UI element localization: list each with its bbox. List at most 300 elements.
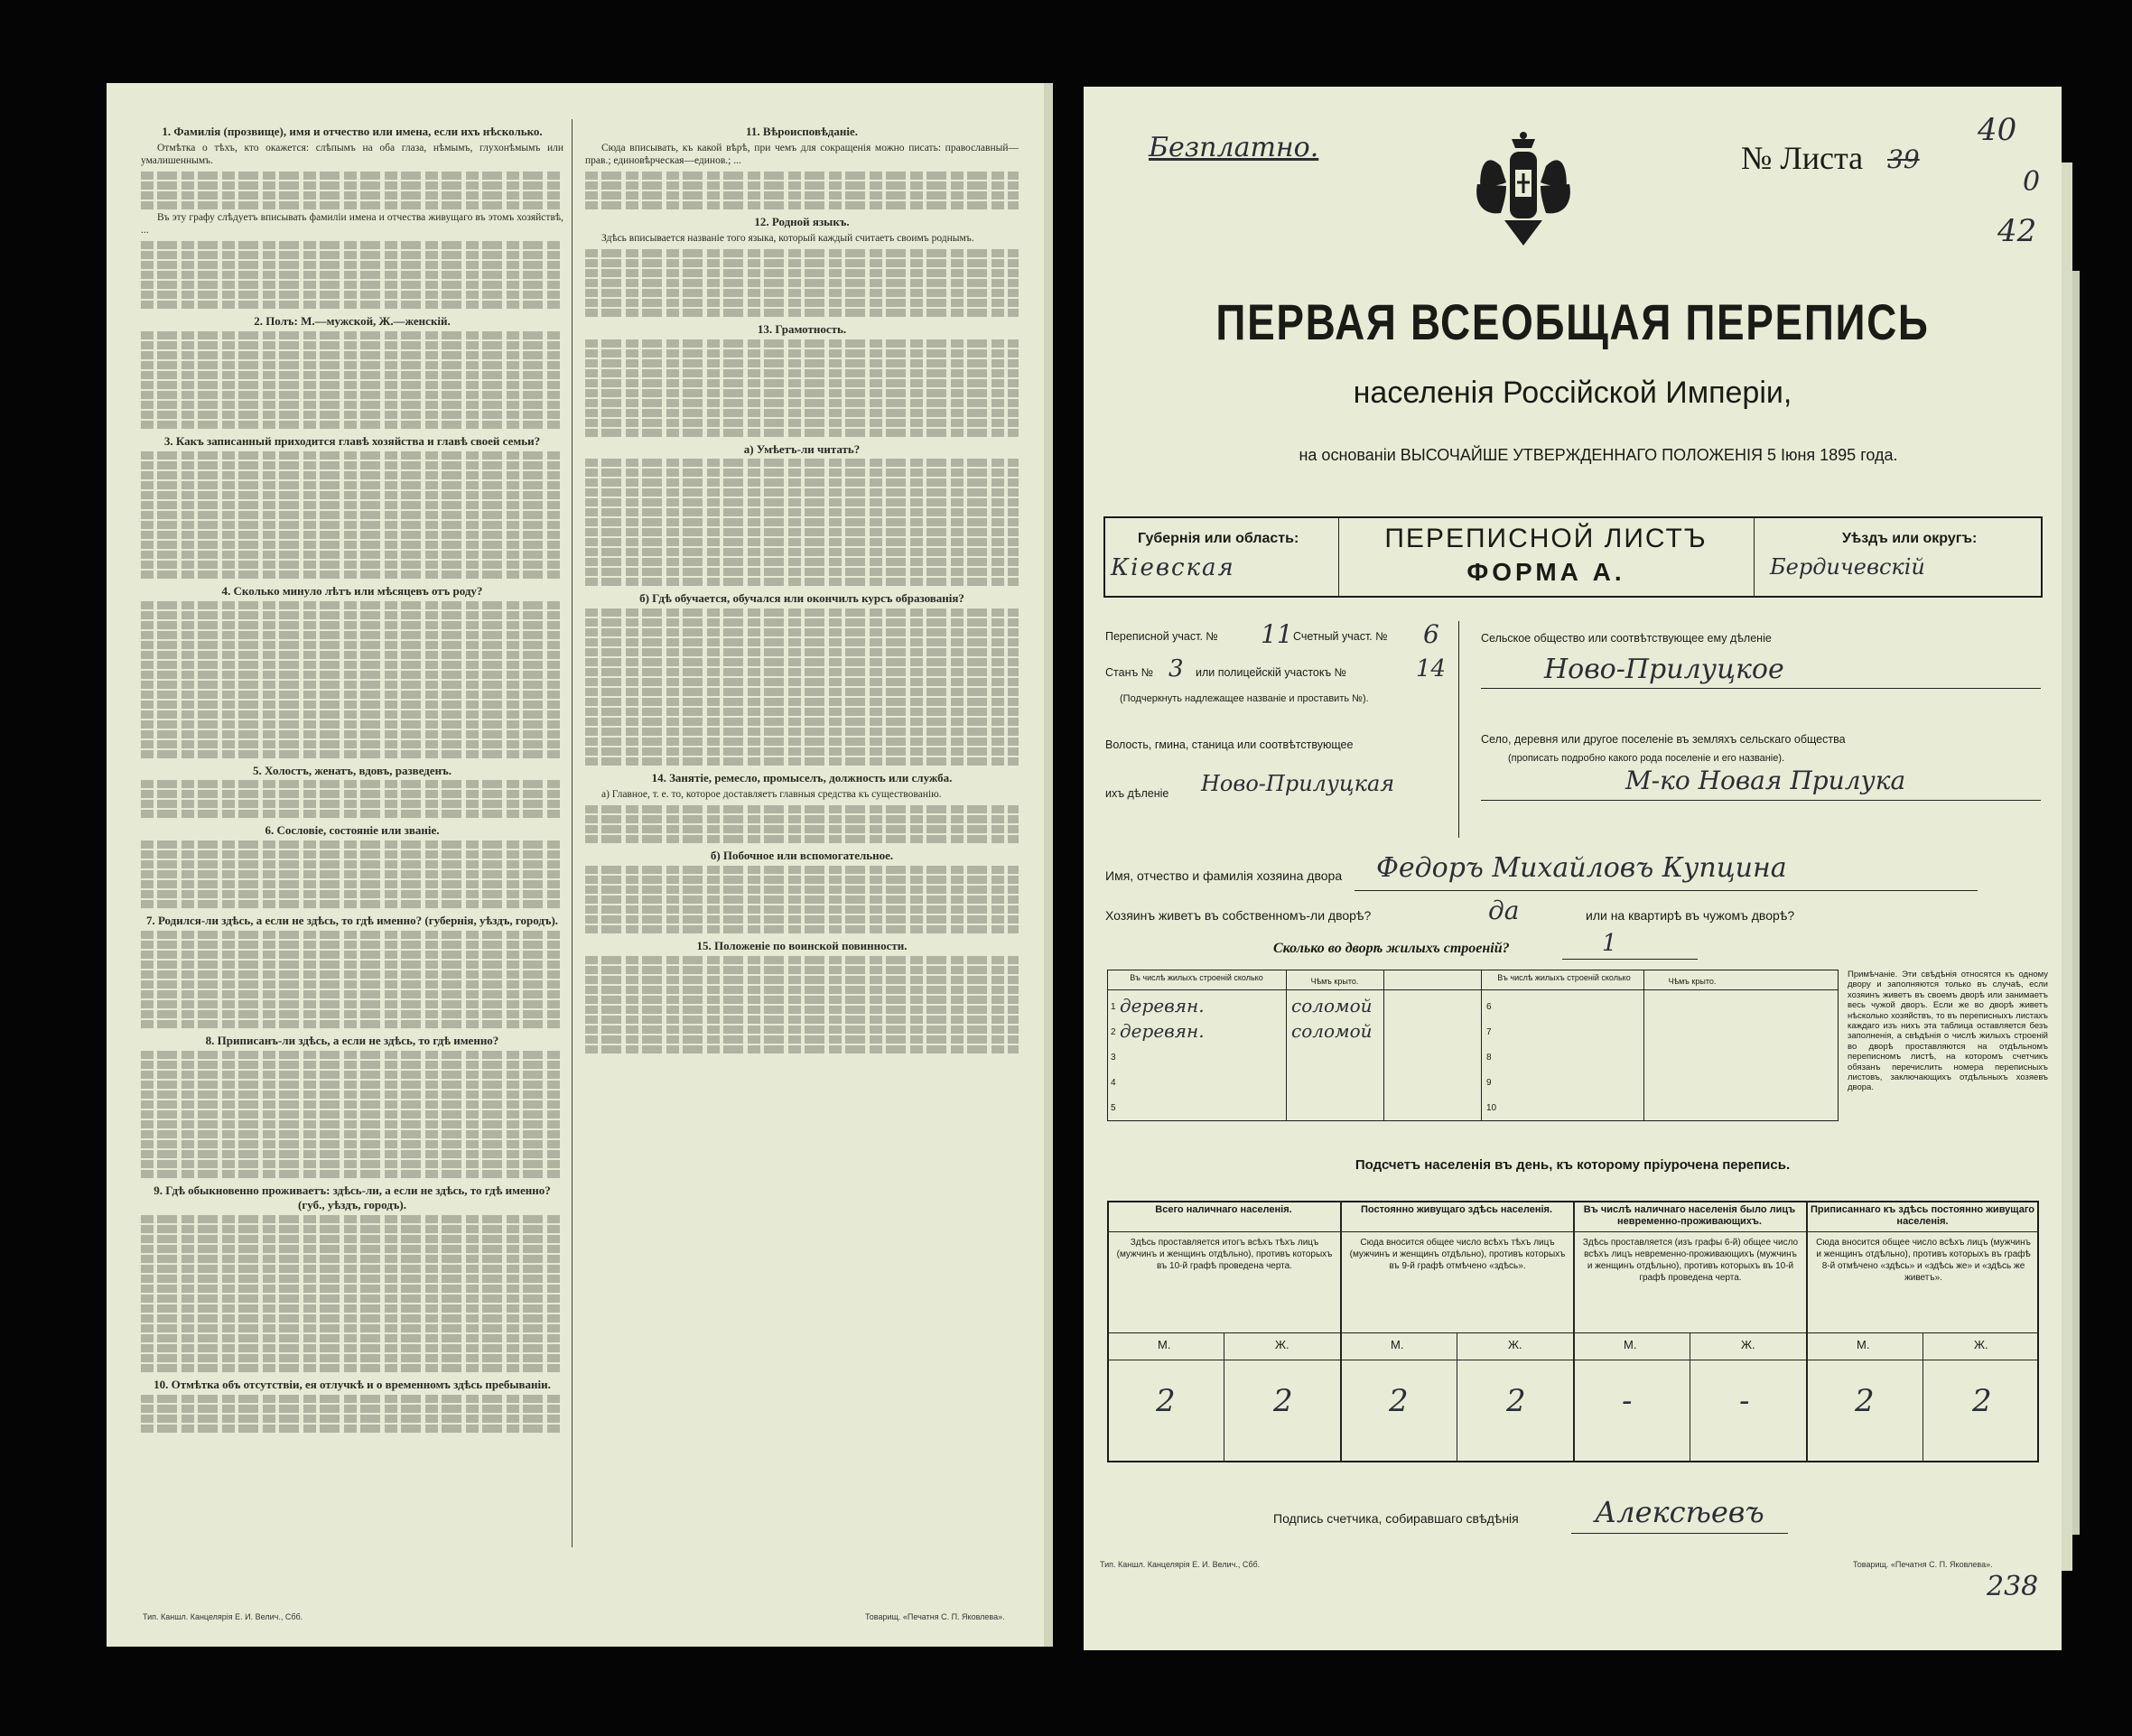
instruction-text-line [585,925,1019,933]
instruction-text-line [585,648,1019,656]
tally-sex-male: М. [1158,1338,1171,1351]
divider [1383,970,1384,1121]
instruction-text-line [585,259,1019,267]
instruction-text-line [141,401,563,409]
tally-value: 2 [1389,1383,1409,1419]
instruction-text-line [585,429,1019,437]
buildings-note: Примѣчаніе. Эти свѣдѣнія относятся къ одному двору и заполняются только въ случаѣ, если хозяинъ живетъ въ своемъ дворѣ или занимаетъ весь чужой дворъ. Если же во дворѣ живетъ нѣсколько хозяйствъ, то въ переписныхъ листахъ каждаго изъ нихъ эта таблица оставляется безъ заполненія, а свѣдѣнія о числѣ жилыхъ строеній во дворѣ проставляются на отдѣльномъ переписномъ листѣ, на которомъ счетчикъ обязанъ перечислить номера переписныхъ листовъ, заключающихъ отдѣльныхъ хозяевъ двора. [1848,970,2048,1093]
instruction-text-line [141,361,563,369]
instruction-text-line [585,578,1019,586]
instruction-text-line [585,558,1019,566]
instruction-text-line [141,341,563,349]
underline [1562,959,1698,960]
instruction-text-line [141,980,563,989]
instruction-text-line [141,611,563,619]
instruction-text-line [141,561,563,569]
instruction-text-line [141,701,563,709]
instruction-text-line [141,1364,563,1372]
printer-mark-right: Товарищ. «Печатня С. П. Яковлева». [1853,1560,1993,1569]
sheet-number-label: № Листа [1741,140,1864,176]
sheet-number-handwritten: 40 [1978,112,2017,148]
buildings-walls-value: деревян. [1120,1020,1205,1042]
instruction-text-line [141,850,563,859]
tally-value: - [1622,1383,1633,1419]
buildings-row-number: 8 [1486,1053,1492,1063]
instruction-text: Сюда вписывать, къ какой вѣрѣ, при чемъ для сокращенія можно писать: православный—прав.; единовѣрческая—единов.; ... [585,142,1019,166]
society-label: Сельское общество или соотвѣтствующее ему дѣленіе [1481,632,1772,645]
owner-value: Федоръ Михайловъ Купцина [1376,852,1787,884]
divider [1286,970,1287,1121]
village-note: (прописать подробно какого рода поселеніе и его названіе). [1508,753,1785,764]
underline [1571,1533,1788,1534]
instruction-text-line [141,491,563,499]
instruction-text-line [585,201,1019,209]
instruction-text-line [585,1026,1019,1034]
instruction-text-line [585,976,1019,984]
signature-value: Алексѣевъ [1595,1495,1764,1529]
instruction-text-line [141,411,563,419]
instruction-heading: 3. Какъ записанный приходится главѣ хозяйства и главѣ своей семьи? [163,433,541,448]
stan-value: 3 [1168,655,1184,682]
document-basis: на основаніи ВЫСОЧАЙШЕ УТВЕРЖДЕННАГО ПОЛОЖЕНІЯ 5 Іюня 1895 года. [1299,446,1898,464]
instruction-text-line [585,459,1019,467]
instruction-text-line [141,931,563,939]
instruction-text-line [585,1006,1019,1014]
instruction-text-line [141,1150,563,1158]
imperial-eagle-emblem [1474,130,1573,247]
buildings-table-header: Чѣмъ крыто. [1310,977,1359,986]
instruction-text-line [585,389,1019,397]
instruction-heading: 13. Грамотность. [757,321,847,336]
buildings-roof-value: соломой [1291,1020,1373,1042]
instruction-text-line [141,1130,563,1138]
instruction-text-line [585,488,1019,497]
instruction-text-line [141,961,563,969]
owner-lives-value: да [1488,896,1520,925]
instruction-text-line [141,1061,563,1069]
instruction-text-line [585,191,1019,200]
stan-note: (Подчеркнуть надлежащее названіе и проставить №). [1120,693,1369,704]
uezd-value: Бердичевскій [1770,554,1925,580]
instruction-text-line [141,521,563,529]
guberniya-value: Кіевская [1111,554,1235,581]
instruction-text-line [141,181,563,190]
owner-label: Имя, отчество и фамилія хозяина двора [1105,868,1343,883]
buildings-roof-value: соломой [1291,995,1373,1017]
instruction-text-line [141,1071,563,1079]
instruction-heading: 6. Сословіе, состояніе или званіе. [265,823,440,838]
uezd-label: Уѣздъ или округъ: [1842,531,1978,546]
signature-label: Подпись счетчика, собиравшаго свѣдѣнія [1273,1511,1519,1526]
instruction-text-line [141,1140,563,1148]
document-subtitle: населенія Россійской Имперіи, [1353,376,1792,410]
instruction-text-line [585,1016,1019,1024]
instruction-text-line [585,876,1019,884]
instruction-text: Въ эту графу слѣдуетъ вписывать фамиліи имена и отчества живущаго въ этомъ хозяйствѣ, ... [141,211,563,236]
page-edge [2072,271,2080,1535]
instruction-heading: 5. Холостъ, женатъ, вдовъ, разведенъ. [253,763,452,777]
instruction-text-line [585,966,1019,974]
buildings-row-number: 2 [1111,1027,1116,1037]
tally-header: Всего наличнаго населенія. [1155,1204,1292,1215]
instruction-text-line [141,1314,563,1323]
instruction-text-line [141,1010,563,1018]
census-district-label: Переписной участ. № [1105,630,1218,643]
instruction-text-line [141,291,563,299]
divider [1573,1201,1575,1462]
form-title: ПЕРЕПИСНОЙ ЛИСТЪ [1384,524,1708,553]
owner-lives-label: Хозяинъ живетъ въ собственномъ-ли дворѣ? [1105,908,1372,923]
printer-mark-right: Товарищ. «Печатня С. П. Яковлева». [865,1612,1005,1621]
instruction-text-line [141,501,563,509]
instruction-text-line [141,951,563,959]
margin-note: 42 [1997,213,2037,249]
instruction-text-line [141,870,563,878]
instruction-text-line [141,201,563,209]
instruction-text-line [585,698,1019,706]
tally-description: Здѣсь проставляется (изъ графы 6-й) общее число всѣхъ лицъ невременно-проживающихъ (мужчинъ и женщинъ отдѣльно), противъ которыхъ въ 10-й графѣ проведена черта. [1582,1238,1799,1283]
divider [1107,1332,2039,1333]
instruction-text-line [141,1110,563,1119]
instruction-text-line [585,668,1019,676]
column-divider [572,119,573,1547]
tally-sex-female: Ж. [1508,1338,1522,1351]
instruction-text-line [141,541,563,549]
buildings-walls-value: деревян. [1120,995,1205,1017]
instruction-text-line [141,481,563,489]
instruction-text-line [585,1045,1019,1054]
instruction-text-line [141,661,563,669]
instruction-heading: 15. Положеніе по воинской повинности. [696,939,908,953]
instruction-text-line [141,531,563,539]
instruction-text-line [585,747,1019,756]
instruction-text-line [141,461,563,469]
instruction-text-line [585,996,1019,1004]
instruction-text-line [141,1245,563,1253]
instruction-text-line [141,631,563,639]
instruction-text-line [585,708,1019,716]
instruction-heading: 12. Родной языкъ. [754,214,850,228]
instruction-text-line [585,568,1019,576]
instruction-text-line [141,941,563,949]
instruction-text-line [585,956,1019,964]
page-edge [2062,162,2072,1571]
instruction-text-line [141,641,563,649]
instruction-text-line [585,369,1019,377]
buildings-label: Сколько во дворѣ жилыхъ строеній? [1273,941,1510,956]
buildings-row-number: 7 [1486,1027,1492,1037]
instruction-text-line [141,1091,563,1099]
instruction-text-line [141,451,563,460]
instruction-text-line [585,508,1019,516]
tally-title: Подсчетъ населенія въ день, къ которому пріурочена перепись. [1355,1157,1791,1173]
instruction-text-line [141,1265,563,1273]
page-number: 238 [1987,1571,2039,1602]
stan-label: Станъ № [1105,666,1154,679]
instruction-text-line [585,1035,1019,1044]
instruction-text-line [141,251,563,259]
divider [1754,516,1755,598]
instruction-text-line [141,1255,563,1263]
instruction-text-line [141,1215,563,1223]
instruction-text-line [141,651,563,659]
printer-mark-left: Тип. Каншл. Канцелярія Е. И. Велич., Сбб. [143,1612,303,1621]
instruction-text-line [585,896,1019,904]
instruction-text-line [141,601,563,609]
printer-mark-left: Тип. Каншл. Канцелярія Е. И. Велич., Сбб. [1100,1560,1261,1569]
tally-value: - [1739,1383,1750,1419]
underline [1481,800,2041,801]
instruction-heading: 14. Занятіе, ремесло, промыселъ, должность или служба. [651,771,953,785]
instruction-text-line [141,1020,563,1028]
instruction-text-line [141,780,563,788]
buildings-row-number: 3 [1111,1053,1116,1063]
tally-sex-female: Ж. [1974,1338,1988,1351]
instruction-text-line [585,289,1019,297]
instruction-text: Отмѣтка о тѣхъ, кто окажется: слѣпымъ на оба глаза, нѣмымъ, глухонѣмымъ или умалишеннымъ. [141,142,563,166]
instruction-text-line [141,421,563,429]
instruction-text-line [585,835,1019,843]
instruction-text-line [141,1344,563,1352]
instructions-column-left [141,119,563,1574]
instruction-text-line [585,269,1019,277]
divider [1458,621,1459,838]
owner-lives-label-2: или на квартирѣ въ чужомъ дворѣ? [1586,908,1795,923]
instruction-text-line [585,249,1019,257]
instruction-text-line [141,790,563,798]
volost-label: Волость, гмина, станица или соотвѣтствующее [1105,738,1354,751]
tally-sex-male: М. [1857,1338,1870,1351]
instruction-text-line [141,691,563,699]
instruction-text-line [141,1100,563,1109]
instruction-text-line [141,890,563,898]
instruction-text-line [585,805,1019,813]
instruction-text-line [141,371,563,379]
tally-value: 2 [1156,1383,1176,1419]
instructions-column-right [585,119,1019,1574]
instruction-text-line [141,391,563,399]
instruction-text-line [585,825,1019,833]
instruction-text-line [141,970,563,979]
instruction-text-line [141,271,563,279]
instruction-heading: 9. Гдѣ обыкновенно проживаетъ: здѣсь-ли, а если не здѣсь, то гдѣ именно? (губ., уѣздъ, городъ). [154,1183,551,1211]
instruction-text-line [585,409,1019,417]
instruction-text-line [141,191,563,200]
instruction-text-line [141,1425,563,1433]
left-page-instructions [107,83,1053,1647]
tally-description: Здѣсь проставляется итогъ всѣхъ тѣхъ лицъ (мужчинъ и женщинъ отдѣльно), противъ которыхъ въ 10-й графѣ проведена черта. [1116,1238,1333,1271]
sheet-number-crossed: 39 [1887,144,1920,174]
document-title: ПЕРВАЯ ВСЕОБЩАЯ ПЕРЕПИСЬ [1215,293,1930,350]
divider [1481,970,1482,1121]
instruction-text-line [585,339,1019,348]
buildings-table-header: Въ числѣ жилыхъ строеній сколько [1497,973,1631,982]
instruction-text: а) Главное, т. е. то, которое доставляетъ главныя средства къ существованію. [601,789,942,801]
instruction-text-line [141,551,563,559]
instruction-text-line [141,800,563,808]
buildings-value: 1 [1602,930,1617,957]
instruction-text-line [585,658,1019,666]
tally-header: Приписаннаго къ здѣсь постоянно живущаго населенія. [1811,1204,2034,1227]
buildings-table-header: Чѣмъ крыто. [1668,977,1717,986]
instruction-heading: 8. Приписанъ-ли здѣсь, а если не здѣсь, то гдѣ именно? [205,1034,499,1048]
instruction-text-line [141,1295,563,1303]
instruction-text-line [585,172,1019,180]
instruction-text-line [141,1354,563,1362]
divider [1340,1201,1342,1462]
tally-sex-male: М. [1624,1338,1637,1351]
village-value: М-ко Новая Прилука [1625,766,1906,795]
instruction-text-line [585,915,1019,924]
buildings-row-number: 4 [1111,1078,1116,1088]
instruction-text-line [585,678,1019,686]
instruction-text-line [141,710,563,719]
tally-description: Сюда вносится общее число всѣхъ тѣхъ лицъ (мужчинъ и женщинъ отдѣльно), противъ которыхъ въ 9-й графѣ отмѣчено «здѣсь». [1349,1238,1566,1271]
buildings-row-number: 5 [1111,1103,1116,1113]
instruction-text-line [141,281,563,289]
instruction-text-line [585,886,1019,894]
instruction-text: Здѣсь вписывается названіе того языка, который каждый считаетъ своимъ роднымъ. [601,232,974,244]
instruction-text-line [585,478,1019,487]
instruction-text-line [141,511,563,519]
buildings-table-header: Въ числѣ жилыхъ строеній сколько [1130,973,1263,982]
instruction-text-line [141,1405,563,1413]
free-label: Безплатно. [1149,132,1319,163]
instruction-text-line [141,740,563,748]
instruction-text-line [141,1160,563,1168]
instruction-text-line [141,880,563,888]
instruction-text-line [585,498,1019,506]
instruction-text-line [585,608,1019,617]
instruction-text-line [141,810,563,818]
instruction-heading: а) Умѣетъ-ли читать? [743,441,861,456]
instruction-text-line [141,681,563,689]
instruction-text-line [585,986,1019,994]
census-district-value: 11 [1261,619,1293,649]
instruction-text-line [141,990,563,998]
tally-value: 2 [1506,1383,1526,1419]
buildings-row-number: 10 [1486,1103,1497,1113]
police-district-value: 14 [1416,655,1447,682]
instruction-text-line [141,671,563,679]
underline [1481,688,2041,689]
instruction-text-line [141,840,563,849]
census-form-page [1084,87,2062,1650]
instruction-text-line [141,1170,563,1178]
instruction-text-line [141,1285,563,1293]
instruction-text-line [585,688,1019,696]
margin-note: 0 [2023,166,2041,198]
tally-value: 2 [1855,1383,1875,1419]
buildings-row-number: 9 [1486,1078,1492,1088]
instruction-text-line [141,571,563,579]
instruction-text-line [585,718,1019,726]
instruction-text-line [141,1235,563,1243]
instruction-text-line [585,628,1019,636]
instruction-text-line [141,1081,563,1089]
instruction-text-line [141,860,563,868]
instruction-heading: 7. Родился-ли здѣсь, а если не здѣсь, то гдѣ именно? (губернія, уѣздъ, городъ). [145,914,559,928]
instruction-text-line [141,900,563,908]
instruction-text-line [141,351,563,359]
tally-sex-female: Ж. [1741,1338,1755,1351]
instruction-text-line [585,419,1019,427]
instruction-text-line [141,1324,563,1332]
police-district-label: или полицейскій участокъ № [1196,666,1347,679]
instruction-text-line [141,381,563,389]
instruction-text-line [585,757,1019,766]
buildings-row-number: 1 [1111,1002,1116,1012]
instruction-text-line [585,469,1019,477]
divider [1107,989,1839,990]
instruction-heading: 11. Вѣроисповѣданіе. [746,125,858,138]
instruction-text-line [585,359,1019,367]
instruction-text-line [141,172,563,180]
instruction-text-line [585,638,1019,646]
society-value: Ново-Прилуцкое [1544,654,1784,685]
tally-header: Въ числѣ наличнаго населенія было лицъ невременно-проживающихъ. [1583,1204,1796,1227]
buildings-table [1107,970,1839,1121]
underline [1355,890,1978,891]
guberniya-label: Губернія или область: [1138,531,1299,546]
instruction-text-line [141,1000,563,1008]
instruction-text-line [141,301,563,309]
volost-label-2: ихъ дѣленіе [1105,787,1169,800]
instruction-text-line [585,279,1019,287]
instruction-text-line [141,1415,563,1423]
instruction-text-line [585,309,1019,317]
instruction-text-line [585,528,1019,536]
divider [1806,1201,1808,1462]
instruction-text-line [585,518,1019,526]
instruction-text-line [585,548,1019,556]
village-label: Село, деревня или другое поселеніе въ земляхъ сельскаго общества [1481,733,1846,746]
tally-sex-female: Ж. [1275,1338,1289,1351]
tally-value: 2 [1972,1383,1992,1419]
instruction-text-line [585,738,1019,746]
instruction-text-line [141,1334,563,1342]
instruction-text-line [585,815,1019,823]
instruction-heading: б) Гдѣ обучается, обучался или окончилъ курсъ образованія? [639,591,964,606]
counting-district-value: 6 [1423,619,1439,649]
instruction-text-line [585,905,1019,914]
instruction-text-line [141,750,563,758]
instruction-text-line [141,1051,563,1059]
instruction-text-line [585,538,1019,546]
instruction-text-line [141,241,563,249]
tally-description: Сюда вносится общее число всѣхъ лицъ (мужчинъ и женщинъ отдѣльно), противъ которыхъ въ графѣ 8-й отмѣчено «здѣсь» и «здѣсь же» и «здѣсь же живетъ». [1816,1238,2031,1283]
instruction-text-line [585,379,1019,387]
tally-value: 2 [1273,1383,1293,1419]
instruction-text-line [141,471,563,479]
instruction-text-line [585,349,1019,357]
instruction-text-line [141,1275,563,1283]
divider [1107,1231,2039,1232]
instruction-text-line [141,1304,563,1313]
instruction-text-line [141,720,563,729]
instruction-text-line [141,621,563,629]
instruction-heading: б) Побочное или вспомогательное. [710,849,894,863]
tally-sex-male: М. [1391,1338,1404,1351]
instruction-heading: 4. Сколько минуло лѣтъ или мѣсяцевъ отъ роду? [221,583,483,598]
instruction-text-line [585,299,1019,307]
counting-district-label: Счетный участ. № [1293,630,1388,643]
volost-value: Ново-Прилуцкая [1201,771,1395,796]
divider [1643,970,1644,1121]
instruction-text-line [585,399,1019,407]
instruction-text-line [141,1395,563,1403]
instruction-text-line [141,1120,563,1128]
